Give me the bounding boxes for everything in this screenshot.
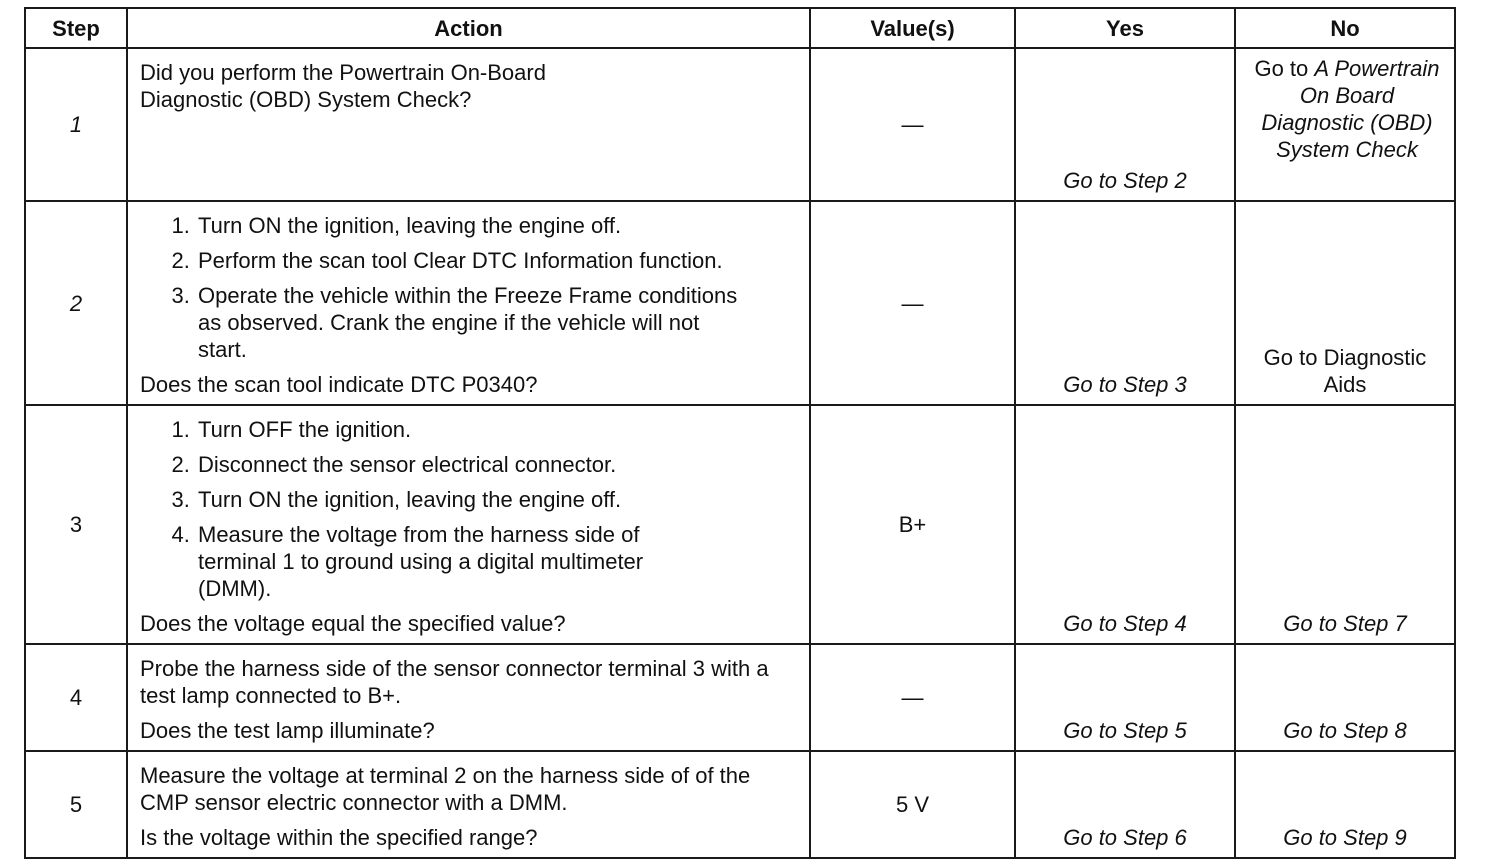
sub-step: 4. Measure the voltage from the harness side of terminal 1 to ground using a digital multimeter (DMM). — [196, 521, 799, 602]
no-prefix: Go to — [1254, 56, 1309, 81]
value-cell: — — [810, 48, 1015, 201]
header-action: Action — [127, 8, 810, 48]
value-cell: 5 V — [810, 751, 1015, 858]
yes-link[interactable]: Go to Step 5 — [1015, 644, 1235, 751]
table-row — [25, 201, 1455, 405]
action-text: Measure the voltage at terminal 2 on the harness side of of the CMP sensor electric connector with a DMM. — [140, 763, 751, 815]
header-no: No — [1235, 8, 1455, 48]
action-cell — [127, 644, 810, 751]
header-values: Value(s) — [810, 8, 1015, 48]
sub-step: 2. Perform the scan tool Clear DTC Information function. — [196, 247, 799, 274]
value-cell: — — [810, 644, 1015, 751]
step-number: 3 — [25, 405, 127, 644]
sub-steps — [140, 416, 799, 602]
action-cell — [127, 751, 810, 858]
value-cell: — — [810, 201, 1015, 405]
table-row — [25, 405, 1455, 644]
yes-link[interactable]: Go to Step 3 — [1015, 201, 1235, 405]
table-row — [25, 48, 1455, 201]
question-text: Does the voltage equal the specified value? — [140, 611, 566, 636]
action-text: Probe the harness side of the sensor connector terminal 3 with a test lamp connected to B+. — [140, 656, 769, 708]
action-cell — [127, 48, 810, 201]
header-step: Step — [25, 8, 127, 48]
question-text: Does the scan tool indicate DTC P0340? — [140, 372, 538, 397]
yes-link[interactable]: Go to Step 4 — [1015, 405, 1235, 644]
yes-link[interactable]: Go to Step 6 — [1015, 751, 1235, 858]
step-number: 2 — [25, 201, 127, 405]
sub-step: 2. Disconnect the sensor electrical connector. — [196, 451, 799, 478]
sub-step: 3. Operate the vehicle within the Freeze Frame conditions as observed. Crank the engine if the vehicle will not start. — [196, 282, 799, 363]
diagnostic-table — [24, 7, 1456, 859]
table-row — [25, 751, 1455, 858]
table-row — [25, 644, 1455, 751]
question-text: Is the voltage within the specified range? — [140, 825, 538, 850]
sub-step: 1. Turn OFF the ignition. — [196, 416, 799, 443]
no-link[interactable]: Go to Step 9 — [1235, 751, 1455, 858]
question-text: Does the test lamp illuminate? — [140, 718, 435, 743]
action-text: Diagnostic (OBD) System Check? — [140, 87, 472, 112]
yes-link[interactable]: Go to Step 2 — [1015, 48, 1235, 201]
sub-step: 3. Turn ON the ignition, leaving the engine off. — [196, 486, 799, 513]
no-link[interactable]: Go to Step 8 — [1235, 644, 1455, 751]
action-text: Did you perform the Powertrain On-Board — [140, 60, 546, 85]
no-link[interactable] — [1235, 48, 1455, 201]
step-number: 4 — [25, 644, 127, 751]
sub-steps — [140, 212, 799, 363]
no-link[interactable]: Go to Step 7 — [1235, 405, 1455, 644]
sub-step: 1. Turn ON the ignition, leaving the engine off. — [196, 212, 799, 239]
action-cell — [127, 201, 810, 405]
header-yes: Yes — [1015, 8, 1235, 48]
value-cell: B+ — [810, 405, 1015, 644]
step-number: 5 — [25, 751, 127, 858]
header-row — [25, 8, 1455, 48]
action-cell — [127, 405, 810, 644]
no-link[interactable]: Go to Diagnostic Aids — [1235, 201, 1455, 405]
step-number: 1 — [25, 48, 127, 201]
no-target: A Powertrain On Board Diagnostic (OBD) System Check — [1261, 56, 1440, 162]
